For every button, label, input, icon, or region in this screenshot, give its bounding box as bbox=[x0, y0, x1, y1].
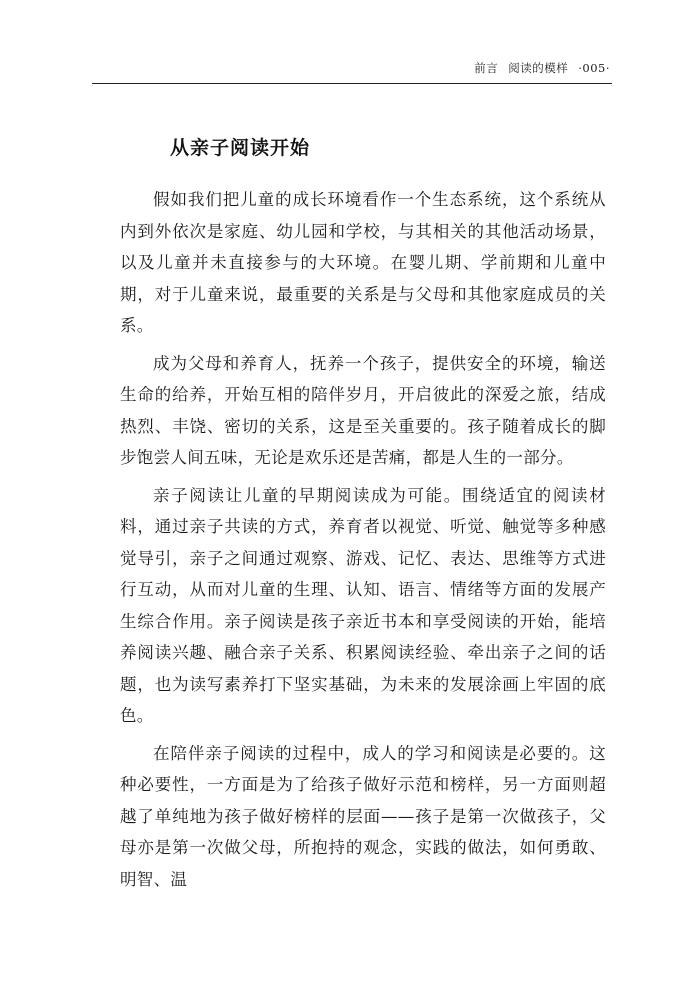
header-rule bbox=[92, 83, 612, 84]
running-header bbox=[474, 60, 610, 76]
body-text bbox=[120, 184, 606, 901]
section-title: 从亲子阅读开始 bbox=[170, 137, 311, 159]
paragraph: 亲子阅读让儿童的早期阅读成为可能。围绕适宜的阅读材料，通过亲子共读的方式，养育者以视觉、听觉、触觉等多种感觉导引，亲子之间通过观察、游戏、记忆、表达、思维等方式进行互动，从而对儿童的生理、认知、语言、情绪等方面的发展产生综合作用。亲子阅读是孩子亲近书本和享受阅读的开始，能培养阅读兴趣、融合亲子关系、积累阅读经验、牵出亲子之间的话题，也为读写素养打下坚实基础，为未来的发展涂画上牢固的底色。 bbox=[120, 485, 606, 725]
paragraph: 假如我们把儿童的成长环境看作一个生态系统，这个系统从内到外依次是家庭、幼儿园和学校，与其相关的其他活动场景，以及儿童并未直接参与的大环境。在婴儿期、学前期和儿童中期，对于儿童来说，最重要的关系是与父母和其他家庭成员的关系。 bbox=[120, 190, 606, 335]
header-section: 阅读的模样 bbox=[508, 61, 569, 75]
paragraph: 在陪伴亲子阅读的过程中，成人的学习和阅读是必要的。这种必要性，一方面是为了给孩子做好示范和榜样，另一方面则超越了单纯地为孩子做好榜样的层面——孩子是第一次做孩子，父母亦是第一次做父母，所抱持的观念，实践的做法，如何勇敢、明智、温 bbox=[120, 743, 606, 889]
page-number: ·005· bbox=[578, 61, 610, 75]
header-chapter: 前言 bbox=[474, 61, 499, 75]
paragraph: 成为父母和养育人，抚养一个孩子，提供安全的环境，输送生命的给养，开始互相的陪伴岁月，开启彼此的深爱之旅，结成热烈、丰饶、密切的关系，这是至关重要的。孩子随着成长的脚步饱尝人间五味，无论是欢乐还是苦痛，都是人生的一部分。 bbox=[120, 353, 606, 467]
